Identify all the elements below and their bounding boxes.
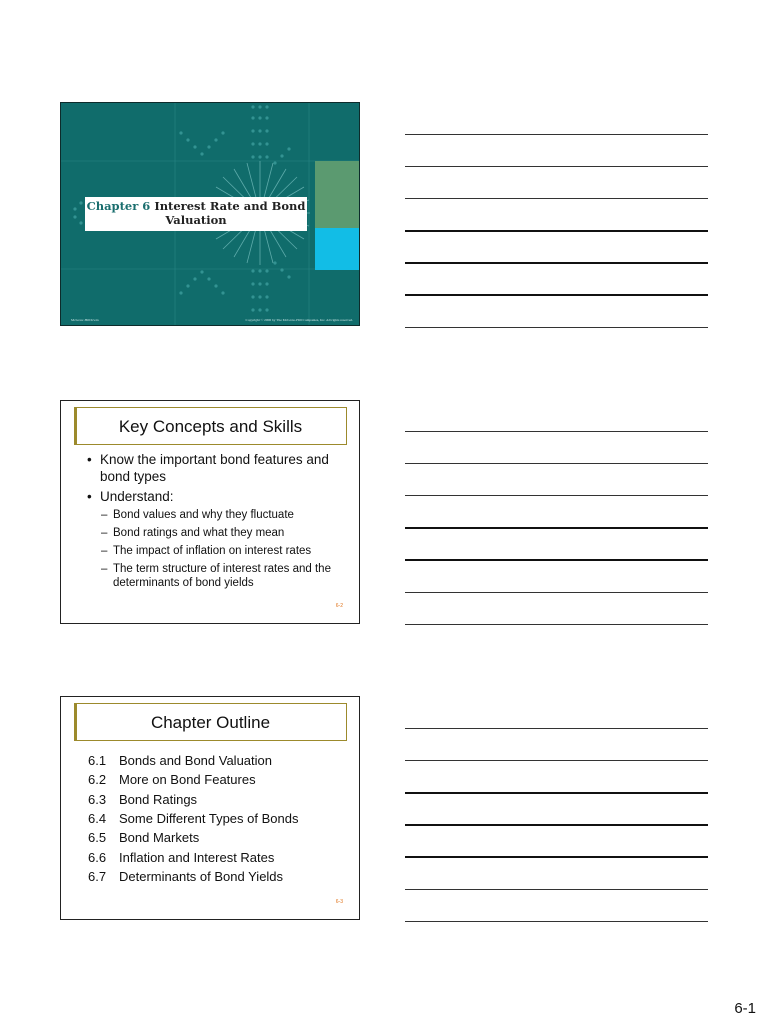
note-line bbox=[405, 559, 708, 561]
outline-number: 6.6 bbox=[88, 849, 107, 865]
slide-page-number: 6-3 bbox=[335, 899, 343, 905]
accent-block-cyan bbox=[315, 228, 360, 270]
outline-number: 6.7 bbox=[88, 868, 107, 884]
note-line bbox=[405, 792, 708, 794]
slide-chapter-outline bbox=[60, 696, 360, 920]
note-line bbox=[405, 230, 708, 232]
outline-item bbox=[88, 867, 298, 886]
slide-heading: Key Concepts and Skills bbox=[74, 407, 347, 445]
chapter-title: Interest Rate and Bond Valuation bbox=[154, 199, 306, 227]
slide-page-number: 6-2 bbox=[335, 603, 343, 609]
note-line bbox=[405, 527, 708, 529]
footer-copyright: Copyright © 2006 by The McGraw-Hill Companies, Inc. All rights reserved. bbox=[245, 318, 353, 322]
page-number: 6-1 bbox=[734, 1000, 756, 1017]
note-line bbox=[405, 463, 708, 464]
slide-title bbox=[60, 102, 360, 326]
chapter-label: Chapter 6 bbox=[86, 199, 151, 213]
note-line bbox=[405, 921, 708, 922]
bullet-list bbox=[87, 451, 347, 594]
footer-publisher: McGraw-Hill/Irwin bbox=[71, 318, 99, 322]
note-line bbox=[405, 134, 708, 135]
note-line bbox=[405, 592, 708, 593]
outline-number: 6.1 bbox=[88, 753, 107, 769]
outline-item bbox=[88, 828, 298, 847]
note-line bbox=[405, 856, 708, 858]
note-line bbox=[405, 198, 708, 199]
note-line bbox=[405, 624, 708, 625]
accent-block-green bbox=[315, 161, 360, 228]
outline-number: 6.4 bbox=[88, 811, 107, 827]
outline-text: Some Different Types of Bonds bbox=[119, 811, 299, 827]
outline-text: Inflation and Interest Rates bbox=[119, 849, 275, 865]
outline-text: Determinants of Bond Yields bbox=[119, 868, 284, 884]
outline-list bbox=[88, 751, 298, 886]
slide-heading: Chapter Outline bbox=[74, 703, 347, 741]
note-line bbox=[405, 166, 708, 167]
outline-item bbox=[88, 809, 298, 828]
outline-number: 6.3 bbox=[88, 791, 107, 807]
bullet-item: • Understand: bbox=[87, 488, 347, 505]
note-line bbox=[405, 327, 708, 328]
outline-text: Bonds and Bond Valuation bbox=[119, 753, 272, 769]
note-line bbox=[405, 262, 708, 264]
outline-number: 6.2 bbox=[88, 772, 107, 788]
outline-text: Bond Markets bbox=[119, 830, 200, 846]
slide-key-concepts bbox=[60, 400, 360, 624]
sub-bullet-item: – The term structure of interest rates and the determinants of bond yields bbox=[87, 562, 347, 590]
outline-item bbox=[88, 751, 298, 770]
outline-text: Bond Ratings bbox=[119, 791, 198, 807]
outline-item bbox=[88, 770, 298, 789]
outline-number: 6.5 bbox=[88, 830, 107, 846]
outline-text: More on Bond Features bbox=[119, 772, 256, 788]
note-line bbox=[405, 889, 708, 890]
slide-title-box bbox=[85, 197, 307, 231]
sub-bullet-item: – Bond values and why they fluctuate bbox=[87, 508, 347, 522]
note-line bbox=[405, 294, 708, 296]
note-line bbox=[405, 728, 708, 729]
note-line bbox=[405, 495, 708, 496]
note-line bbox=[405, 824, 708, 826]
outline-item bbox=[88, 847, 298, 866]
bullet-item: • Know the important bond features and bond types bbox=[87, 451, 347, 485]
note-line bbox=[405, 760, 708, 761]
sub-bullet-item: – Bond ratings and what they mean bbox=[87, 526, 347, 540]
note-line bbox=[405, 431, 708, 432]
sub-bullet-item: – The impact of inflation on interest rates bbox=[87, 544, 347, 558]
outline-item bbox=[88, 790, 298, 809]
